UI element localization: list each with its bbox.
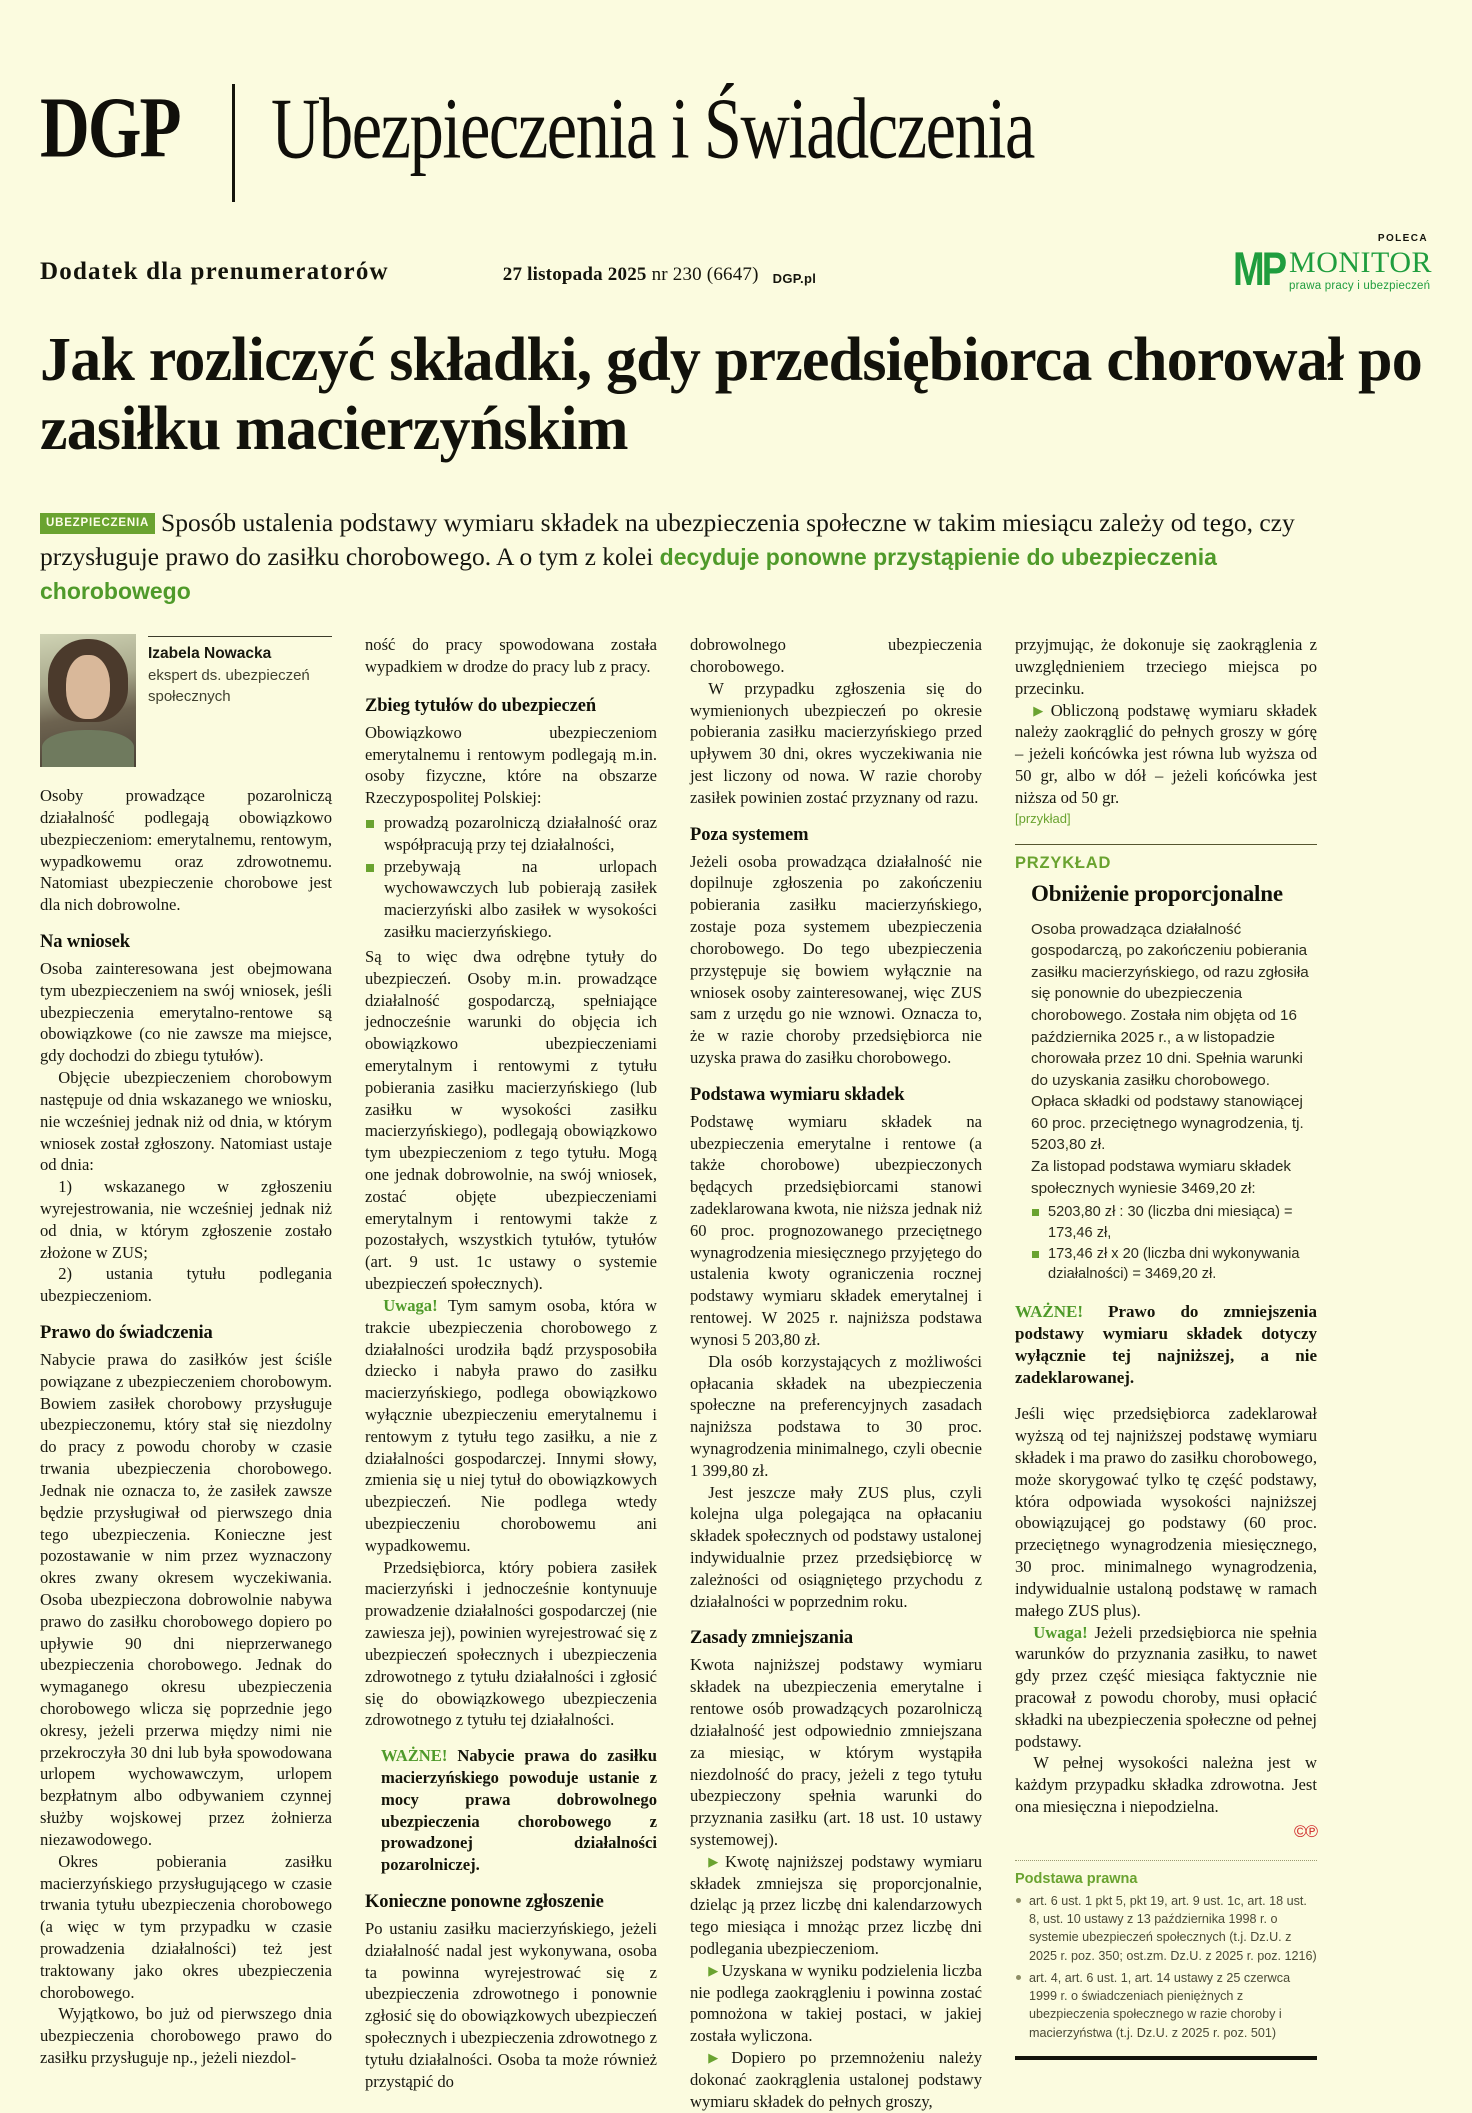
paragraph: Po ustaniu zasiłku macierzyńskiego, jeżeli działalność nadal jest wykonywana, osoba ta powinna wyrejestrować się z ubezpieczenia zdrowotnego i ponownie zgłosić się do obowiązkowych ubezpieczeń społecznych i ubezpieczenia zdrowotnego z tytułu działalności. Osoba ta może również przystąpić do [365,1919,657,2091]
monitor-wordmark: MONITOR [1289,246,1432,279]
poleca-label: POLECA [1377,233,1428,244]
list-item: 1) wskazanego w zgłoszeniu wyrejestrowania, nie wcześniej jednak niż od dnia, w którym zgłoszenie zostało złożone w ZUS; [40,1177,332,1262]
date-text: 27 listopada 2025 [502,264,647,285]
copyright-mark-icon: ©℗ [1293,1821,1317,1841]
paragraph: Są to więc dwa odrębne tytuły do ubezpieczeń. Osoby m.in. prowadzące działalność gospodarczą, spełniające jednocześnie warunki do objęcia ich obowiązkowo ubezpieczeniami emerytalnym i rentowymi z tytułu pobierania zasiłku macierzyńskiego (lub zasiłku w wysokości zasiłku macierzyńskiego), podlegają obowiązkowo tym ubezpieczeniom z tego tytułu. Mogą one jednak dobrowolnie, na swój wniosek, zostać objęte ubezpieczeniami emerytalnym i rentowymi także z pozostałych, wszystkich tytułów, tytułów (art. 9 ust. 1c ustawy o systemie ubezpieczeń społecznych). [365,946,657,1294]
paragraph: Wyjątkowo, bo już od pierwszego dnia ubezpieczenia chorobowego prawo do zasiłku przysługuje np., jeżeli niezdol- [40,2004,332,2067]
wazne-callout [381,1745,657,1876]
supplement-label: Dodatek dla prenumeratorów [40,258,389,285]
arrow-item [690,1960,982,2047]
uwaga-label: Uwaga! [1033,1622,1088,1642]
list-item: 2) ustania tytułu podlegania ubezpieczeniom. [40,1264,332,1306]
triangle-right-icon: ▶ [708,2050,729,2066]
triangle-right-icon: ▶ [708,1962,719,1978]
column-2 [365,634,657,2112]
wazne-callout [1015,1301,1317,1389]
paragraph-uwaga [365,1295,657,1557]
paragraph: dobrowolnego ubezpieczenia chorobowego. [690,635,982,676]
arrow-item-text: Kwotę najniższej podstawy wymiaru składek zmniejsza się proporcjonalnie, dzieląc ją przez liczbę dni kalendarzowych tego miesiąca i mnożąc przez liczbę dni podlegania ubezpieczeniom. [690,1851,982,1958]
paragraph: Przedsiębiorca, który pobiera zasiłek macierzyński i jednocześnie kontynuuje prowadzenie działalności gospodarczej (nie zawiesza jej), powinien wyrejestrować się z ubezpieczeń społecznych i ubezpieczenia zdrowotnego z tytułu działalności i zgłosić się do obowiązkowego ubezpieczenia zdrowotnego z tytułu tej działalności. [365,1557,657,1730]
paragraph: Jeśli więc przedsiębiorca zadeklarował wyższą od tej najniższej podstawę wymiaru składek i ma prawo do zasiłku chorobowego, może skorygować tylko tę część podstawy, która odpowiada wysokości najniższej obowiązującej go podstawy (60 proc. przeciętnego wynagrodzenia miesięcznego, 30 proc. minimalnego wynagrodzenia, indywidualnie ustaloną podstawę w ramach małego ZUS plus). [1015,1404,1317,1620]
arrow-item-text: Obliczoną podstawę wymiaru składek należy zaokrąglić do pełnych groszy w górę – jeżeli końcówka jest równa lub wyższa od 50 gr, albo w dół – jeżeli końcówka jest niższa od 50 gr. [1015,700,1318,807]
section-heading-zbieg-tytulow: Zbieg tytułów do ubezpieczeń [365,695,597,716]
legal-basis-block [1015,1860,1317,2060]
list-item: art. 6 ust. 1 pkt 5, pkt 19, art. 9 ust. 1c, art. 18 ust. 8, ust. 10 ustawy z 13 października 1998 r. o systemie ubezpieczeń społecznych (t.j. Dz.U. z 2025 r. poz. 350; ost.zm. Dz.U. z 2025 r. poz. 1216) [1015,1892,1317,1965]
paragraph: Jest jeszcze mały ZUS plus, czyli kolejna ulga polegająca na opłacaniu składek społecznych od podstawy ustalonej indywidualnie przez przedsiębiorcę w zależności od osiągniętego przychodu z działalności w poprzednim roku. [690,1482,982,1611]
paragraph: Kwota najniższej podstawy wymiaru składek na ubezpieczenia emerytalne i rentowe osób prowadzących pozarolniczą działalność jest odpowiednio zmniejszana za miesiąc, w którym wystąpiła niezdolność do pracy, jeżeli z tego tytułu ubezpieczony spełnia warunki do przyznania zasiłku (art. 18 ust. 10 ustawy systemowej). [690,1655,982,1849]
page-title: Jak rozliczyć składki, gdy przedsiębiorca chorował po zasiłku macierzyńskim [40,326,1422,464]
example-panel [1015,844,1317,1285]
uwaga-label: Uwaga! [383,1295,438,1315]
partner-logo-block [1233,233,1432,296]
byline-rule [148,636,332,637]
paragraph: Obowiązkowo ubezpieczeniom emerytalnemu i rentowym podlegają m.in. osoby fizyczne, które na obszarze Rzeczypospolitej Polskiej: [365,722,657,808]
mp-monogram-icon: MP [1233,243,1285,296]
paragraph: przyjmując, że dokonuje się zaokrąglenia z uwzględnieniem trzeciego miejsca po przecinku. [1015,635,1317,698]
paragraph: Objęcie ubezpieczeniem chorobowym następuje od dnia wskazanego we wniosku, nie wcześniej jednak niż od dnia, w którym wniosek został zgłoszony. Natomiast ustaje od dnia: [40,1068,332,1175]
issue-number: nr 230 (6647) [651,264,759,285]
section-heading-zasady-zmniejszania: Zasady zmniejszania [690,1628,854,1649]
author-role-line-1: ekspert ds. ubezpieczeń [148,667,310,685]
paragraph: Dla osób korzystających z możliwości opłacania składek na ubezpieczenia społeczne na preferencyjnych zasadach najniższa podstawa to 30 proc. wynagrodzenia minimalnego, czyli obecnie 1 399,80 zł. [690,1351,982,1480]
category-badge: UBEZPIECZENIA [40,513,155,533]
paragraph-uwaga [1015,1622,1317,1753]
section-heading-na-wniosek: Na wniosek [40,932,130,952]
bullet-list [365,812,657,943]
paragraph: Okres pobierania zasiłku macierzyńskiego przysługującego w czasie trwania tytułu ubezpieczenia chorobowego (a więc w tym przypadku w czasie prowadzenia działalności) też jest traktowany jako okres ubezpieczenia chorobowego. [40,1851,332,2002]
triangle-right-icon: ▶ [708,1853,723,1869]
section-title: Ubezpieczenia i Świadczenia [271,80,1035,177]
legal-basis-title: Podstawa prawna [1015,1870,1138,1887]
column-4 [1015,634,1317,2112]
paragraph: Osoby prowadzące pozarolniczą działalność podlegają obowiązkowo ubezpieczeniom: emerytalnemu, rentowym, wypadkowemu oraz zdrowotnemu. Natomiast ubezpieczenie chorobowe jest dla nich dobrowolne. [40,786,332,915]
arrow-item-text: Uzyskana w wyniku podzielenia liczba nie podlega zaokrągleniu i powinna zostać pomnożona w takiej postaci, w jakiej została wyliczona. [690,1960,982,2046]
author-byline [40,634,332,767]
paragraph: W pełnej wysokości należna jest w każdym przypadku składka zdrowotna. Jest ona miesięczna i niepodzielna. [1015,1753,1317,1817]
wazne-text: Nabycie prawa do zasiłku macierzyńskiego powoduje ustanie z mocy prawa dobrowolnego ubezpieczenia chorobowego z prowadzonej działalności pozarolniczej. [381,1746,657,1875]
section-heading-prawo-do-swiadczenia: Prawo do świadczenia [40,1323,213,1343]
lead-body-text: Sposób ustalenia podstawy wymiaru składek na ubezpieczenia społeczne w takim miesiącu zależy od tego, czy przysługuje prawo do zasiłku chorobowego. A o tym z kolei [40,508,1295,572]
example-body: Osoba prowadząca działalność gospodarczą, po zakończeniu pobierania zasiłku macierzyńskiego, od razu zgłosiła się ponownie do ubezpieczenia chorobowego. Została nim objęta od 16 października 2025 r., a w listopadzie chorowała przez 10 dni. Spełnia warunki do uzyskania zasiłku chorobowego. Opłaca składki od podstawy stanowiącej 60 proc. przeciętnego wynagrodzenia, tj. 5203,80 zł. [1031,920,1309,1154]
dgp-logo[interactable]: DGP [40,79,180,177]
website-label[interactable]: DGP.pl [772,271,817,286]
monitor-tagline: prawa pracy i ubezpieczeń [1289,280,1431,292]
article-columns [40,634,1432,2112]
example-title: Obniżenie proporcjonalne [1031,880,1283,906]
list-item: 5203,80 zł : 30 (liczba dni miesiąca) = 173,46 zł, [1031,1202,1317,1243]
list-item: 173,46 zł x 20 (liczba dni wykonywania działalności) = 3469,20 zł. [1031,1244,1317,1285]
arrow-item [690,1851,982,1960]
przyklad-reference-tag: [przykład] [1015,810,1071,826]
column-1 [40,634,332,2112]
arrow-item [690,2047,982,2112]
uwaga-text: Jeżeli przedsiębiorca nie spełnia warunków do przyznania zasiłku, to nawet gdy przez część miesiąca faktycznie nie pracował z powodu choroby, musi opłacić składki na ubezpieczenia społeczne od pełnej podstawy. [1015,1622,1317,1751]
section-heading-poza-systemem: Poza systemem [690,824,809,845]
wazne-label: WAŻNE! [1015,1302,1084,1322]
list-item: przebywają na urlopach wychowawczych lub pobierają zasiłek macierzyński albo zasiłek w wysokości zasiłku macierzyńskiego. [365,856,657,943]
author-name: Izabela Nowacka [148,645,272,663]
lead-paragraph [40,506,1350,608]
triangle-right-icon: ▶ [1033,702,1048,718]
paragraph: Osoba zainteresowana jest obejmowana tym ubezpieczeniem na swój wniosek, jeśli ubezpieczenia emerytalno-rentowe są obowiązkowe (co nie zawsze ma miejsce, gdy dochodzi do zbiegu tytułów). [40,959,332,1066]
example-steps-list [1031,1202,1317,1285]
author-role-line-2: społecznych [148,688,231,706]
paragraph: Jeżeli osoba prowadząca działalność nie dopilnuje zgłoszenia po zakończeniu pobierania zasiłku macierzyńskiego, zostaje poza systemem ubezpieczenia chorobowego. Do tego ubezpieczenia przystępuje się bowiem wyłącznie na wniosek osoby zainteresowanej, więc ZUS sam z urzędu go nie wznowi. Oznacza to, że w razie choroby przedsiębiorca nie uzyska prawa do zasiłku chorobowego. [690,851,982,1067]
list-item: prowadzą pozarolniczą działalność oraz współpracują przy tej działalności, [365,812,657,856]
publication-date [503,264,759,286]
uwaga-text: Tym samym osoba, która w trakcie ubezpieczenia chorobowego z działalności urodziła bądź przysposobiła dziecko i nabyła prawo do zasiłku macierzyńskiego, podlega obowiązkowo wyłącznie ubezpieczeniu emerytalnemu i rentowym z tytułu tego zasiłku, a nie z działalności gospodarczej. Innymi słowy, zmienia się u niej tytuł do obowiązkowych ubezpieczeń. Nie podlega wtedy ubezpieczeniu chorobowemu ani wypadkowemu. [365,1295,657,1555]
section-heading-podstawa-wymiaru: Podstawa wymiaru składek [690,1084,905,1105]
masthead-subline [40,233,1432,296]
masthead [40,0,1432,198]
arrow-item [1015,700,1317,809]
wazne-label: WAŻNE! [381,1746,448,1766]
paragraph: ność do pracy spowodowana została wypadkiem w drodze do pracy lub z pracy. [365,635,657,676]
paragraph: Nabycie prawa do zasiłków jest ściśle powiązane z ubezpieczeniem chorobowym. Bowiem zasiłek chorobowy przysługuje ubezpieczonemu, który stał się niezdolny do pracy z powodu choroby w czasie trwania ubezpieczenia chorobowego. Jednak nie oznacza to, że zasiłek zawsze będzie przysługiwał od pierwszego dnia tego ubezpieczenia. Konieczne jest pozostawanie w nim przez wyznaczony okres zwany okresem wyczekiwania. Osoba ubezpieczona dobrowolnie nabywa prawo do zasiłku chorobowego dopiero po upływie 90 dni nieprzerwanego ubezpieczenia chorobowego. Jednak do wymaganego okresu ubezpieczenia chorobowego wlicza się poprzednie jego okresy, jeżeli przerwa między nimi nie przekroczyła 30 dni lub była spowodowana urlopem wychowawczym, urlopem bezpłatnym albo odbywaniem czynnej służby wojskowej przez żołnierza niezawodowego. [40,1350,332,1849]
wazne-text: Prawo do zmniejszenia podstawy wymiaru składek dotyczy wyłącznie tej najniższej, a nie zadeklarowanej. [1015,1302,1317,1388]
author-avatar [40,634,136,767]
footer-rule [1015,2056,1317,2060]
section-heading-konieczne-zgloszenie: Konieczne ponowne zgłoszenie [365,1892,604,1912]
paragraph: Podstawę wymiaru składek na ubezpieczenia emerytalne i rentowe (a także chorobowe) ubezpieczonych będących przedsiębiorcami stanowi zadeklarowana kwota, nie niższa jednak niż 60 proc. prognozowanego przeciętnego wynagrodzenia miesięcznego przyjętego do ustalenia kwoty ograniczenia rocznej podstawy wymiaru składek emerytalnej i rentowej. W 2025 r. najniższa podstawa wynosi 5 203,80 zł. [690,1111,982,1349]
example-kicker: PRZYKŁAD [1015,853,1112,872]
column-3 [690,634,982,2112]
list-item: art. 4, art. 6 ust. 1, art. 14 ustawy z 25 czerwca 1999 r. o świadczeniach pieniężnych z ubezpieczenia społecznego w razie choroby i macierzyństwa (t.j. Dz.U. z 2025 r. poz. 501) [1015,1969,1317,2042]
lead-highlight-text: decyduje ponowne przystąpienie do ubezpieczenia chorobowego [40,544,1217,605]
legal-basis-list [1015,1892,1317,2042]
paragraph: W przypadku zgłoszenia się do wymienionych ubezpieczeń po okresie pobierania zasiłku macierzyńskiego przed upływem 30 dni, okres wyczekiwania nie jest liczony od nowa. W razie choroby zasiłek powinien zostać przyznany od razu. [690,678,982,807]
example-body-2: Za listopad podstawa wymiaru składek społecznych wyniesie 3469,20 zł: [1031,1157,1291,1197]
masthead-divider [232,84,235,202]
arrow-item-text: Dopiero po przemnożeniu należy dokonać zaokrąglenia ustalonej podstawy wymiaru składek do pełnych groszy, [690,2048,983,2111]
